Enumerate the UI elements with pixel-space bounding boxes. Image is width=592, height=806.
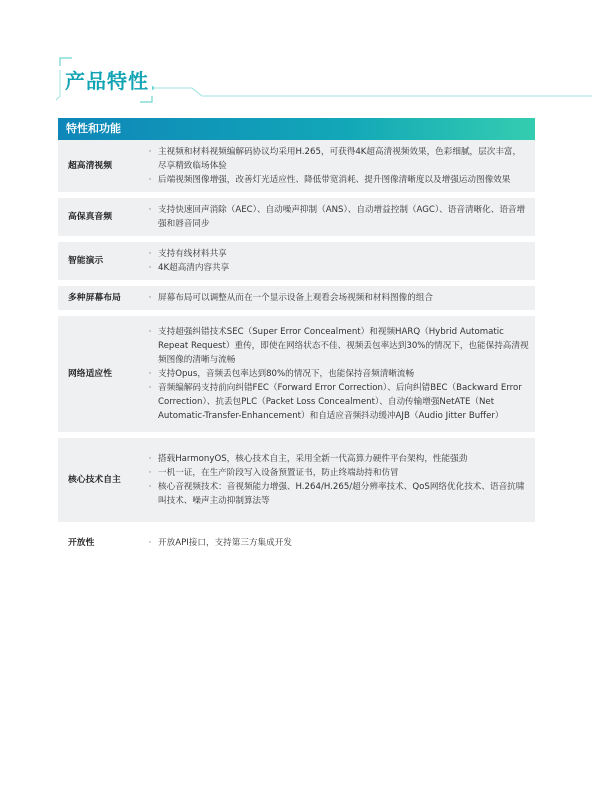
bullet-item: · 一机一证，在生产阶段写入设备预置证书，防止终端劫持和仿冒 — [148, 468, 399, 478]
row-content — [142, 247, 535, 275]
section-title-block — [52, 56, 592, 106]
row-content — [142, 536, 535, 550]
row-label: 核心技术自主 — [68, 475, 121, 485]
row-label: 多种屏幕布局 — [68, 293, 121, 303]
row-label: 高保真音频 — [68, 212, 112, 222]
bullet-item: · 支持Opus，音频丢包率达到80%的情况下，也能保持音频清晰流畅 — [148, 369, 415, 379]
table-row — [58, 198, 535, 236]
table-row — [58, 528, 535, 558]
table-row — [58, 286, 535, 310]
bullet-item: · 4K超高清内容共享 — [148, 263, 230, 273]
row-label: 超高清视频 — [68, 161, 112, 171]
table-row — [58, 242, 535, 280]
bullet-item: · 开放API接口，支持第三方集成开发 — [148, 538, 292, 548]
bullet-item: · 音频编解码支持前向纠错FEC（Forward Error Correction）、后向纠错BEC（Backward Error Correction）、抗丢包PLC（Packet Loss Concealment）、自动传输增强NetATE（Net Automatic-Transfer-Enhancement）和自适应音频抖动缓冲AJB（Audio Jitter Buffer） — [148, 383, 522, 421]
table-row — [58, 438, 535, 522]
table-row — [58, 316, 535, 432]
feature-table — [58, 118, 535, 558]
bullet-item: · 支持快速回声消除（AEC）、自动噪声抑制（ANS）、自动增益控制（AGC）、语音清晰化、语音增强和唇音同步 — [148, 205, 526, 229]
table-header: 特性和功能 — [58, 118, 535, 140]
page-title: 产品特性 — [65, 69, 149, 93]
bullet-item: · 支持有线材料共享 — [148, 249, 227, 259]
table-row — [58, 140, 535, 192]
row-label: 网络适应性 — [68, 369, 112, 379]
row-content — [142, 325, 535, 423]
row-content — [142, 203, 535, 231]
bullet-item: · 后端视频图像增强，改善灯光适应性、降低带宽消耗、提升图像清晰度以及增强运动图像效果 — [148, 175, 511, 185]
row-content — [142, 452, 535, 508]
row-content — [142, 291, 535, 305]
bullet-item: · 屏幕布局可以调整从而在一个显示设备上观看会场视频和材料图像的组合 — [148, 293, 434, 303]
row-label: 开放性 — [68, 538, 95, 548]
bullet-item: · 支持超强纠错技术SEC（Super Error Concealment）和视频HARQ（Hybrid Automatic Repeat Request）重传，即使在网络状态不佳、视频丢包率达到30%的情况下，也能保持高清视频图像的清晰与流畅 — [148, 327, 529, 365]
row-content — [142, 145, 535, 187]
bullet-item: · 核心音视频技术：音视频能力增强、H.264/H.265/超分辨率技术、QoS网络优化技术、语音抗啸叫技术、噪声主动抑制算法等 — [148, 482, 525, 506]
bullet-item: · 主视频和材料视频编解码协议均采用H.265，可获得4K超高清视频效果，色彩细腻，层次丰富，尽享精致临场体验 — [148, 147, 522, 171]
bullet-item: · 搭载HarmonyOS，核心技术自主，采用全新一代高算力硬件平台架构，性能强劲 — [148, 454, 468, 464]
row-label: 智能演示 — [68, 256, 104, 266]
